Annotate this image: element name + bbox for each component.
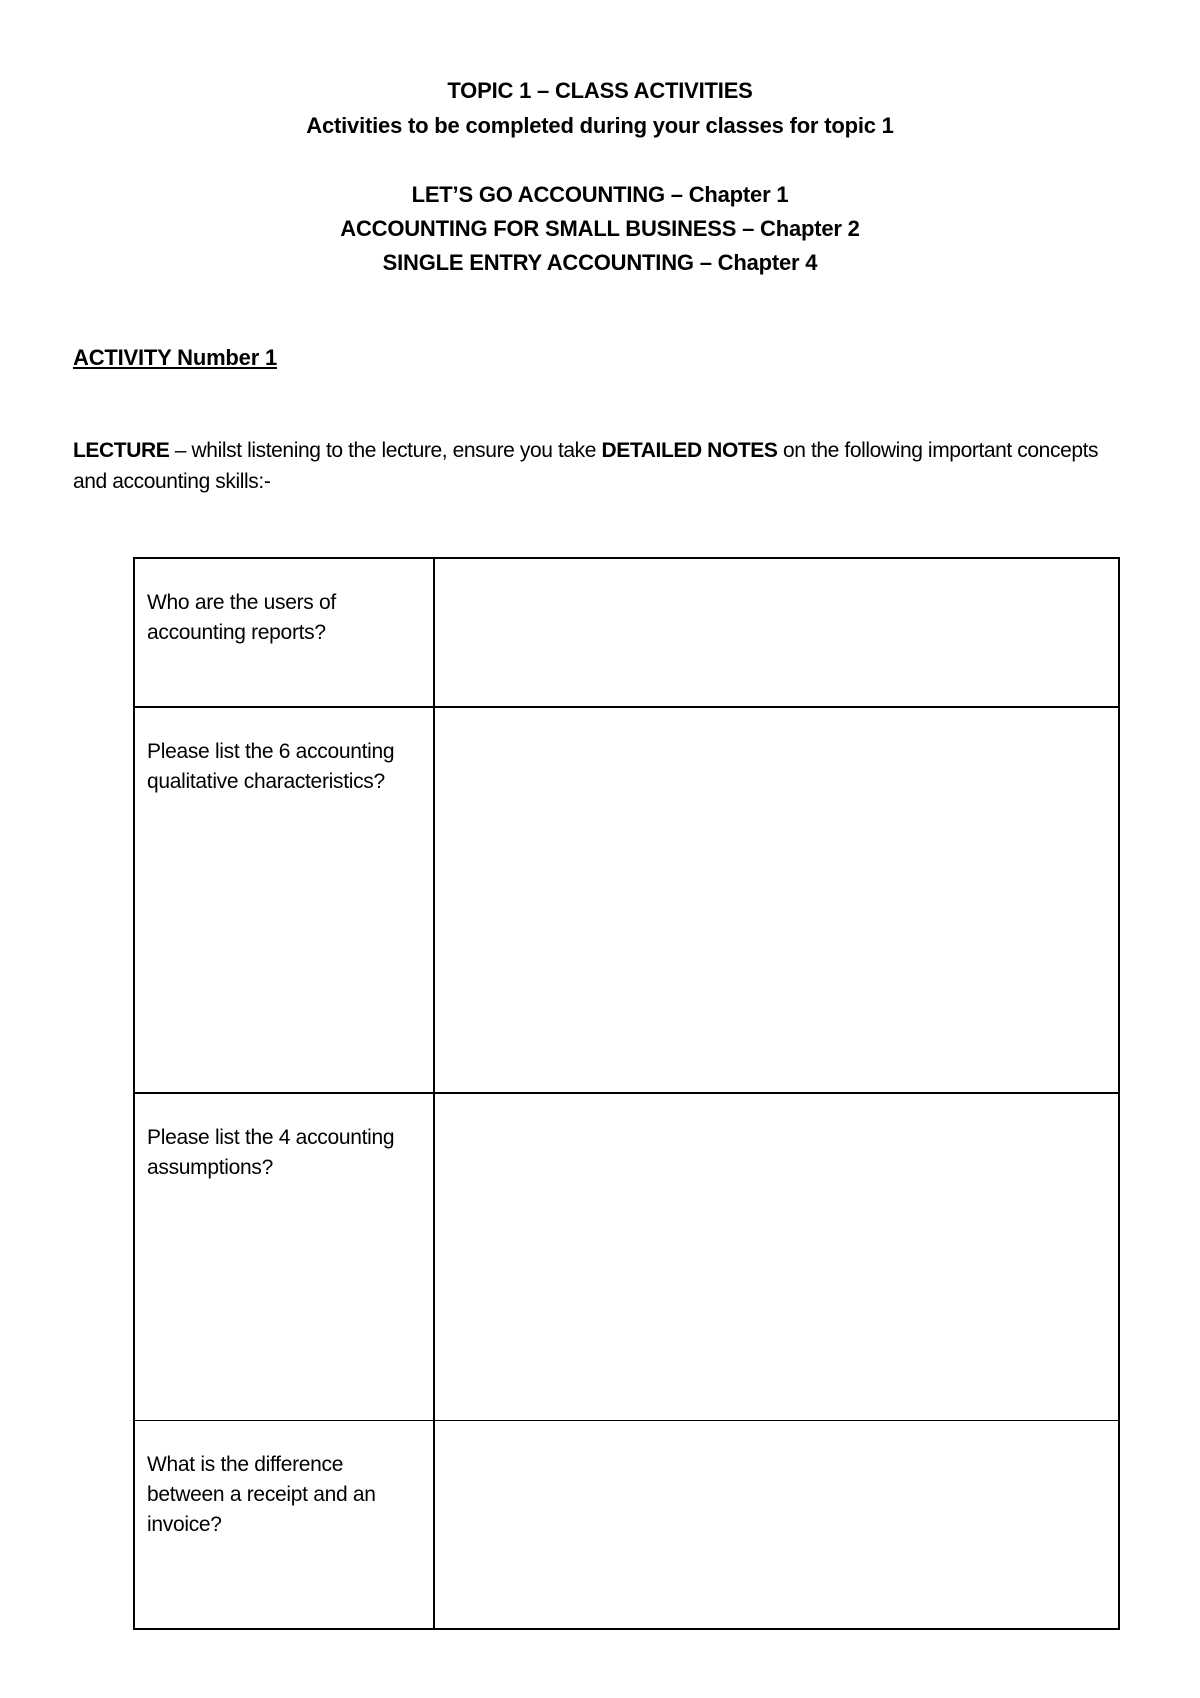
- table-row: [135, 559, 1118, 708]
- answer-cell-receipt-vs-invoice[interactable]: [435, 1421, 1118, 1628]
- activity-heading: ACTIVITY Number 1: [73, 345, 278, 370]
- topic-subtitle: Activities to be completed during your classes for topic 1: [306, 113, 894, 138]
- topic-title: TOPIC 1 – CLASS ACTIVITIES: [447, 78, 753, 103]
- reference-chapter-2: ACCOUNTING FOR SMALL BUSINESS – Chapter 2: [340, 216, 860, 241]
- table-row: [135, 1094, 1118, 1421]
- lecture-text-before: – whilst listening to the lecture, ensure you take: [169, 439, 602, 462]
- lecture-label: LECTURE: [73, 439, 170, 462]
- reference-chapter-4: SINGLE ENTRY ACCOUNTING – Chapter 4: [382, 250, 818, 275]
- question-cell-qualitative-characteristics: Please list the 6 accounting qualitative characteristics?: [135, 708, 435, 1092]
- lecture-text-after: on the following important concepts and accounting skills:-: [73, 439, 1099, 493]
- question-cell-receipt-vs-invoice: What is the difference between a receipt and an invoice?: [135, 1421, 435, 1628]
- question-cell-users: Who are the users of accounting reports?: [135, 559, 435, 706]
- table-row: [135, 708, 1118, 1094]
- table-row: [135, 1421, 1118, 1628]
- answer-cell-users[interactable]: [435, 559, 1118, 706]
- answer-cell-assumptions[interactable]: [435, 1094, 1118, 1420]
- reference-chapter-1: LET’S GO ACCOUNTING – Chapter 1: [411, 182, 789, 207]
- notes-table: [133, 557, 1120, 1630]
- answer-cell-qualitative-characteristics[interactable]: [435, 708, 1118, 1092]
- lecture-emphasis: DETAILED NOTES: [601, 439, 778, 462]
- lecture-instructions: [73, 435, 1133, 497]
- question-cell-assumptions: Please list the 4 accounting assumptions?: [135, 1094, 435, 1420]
